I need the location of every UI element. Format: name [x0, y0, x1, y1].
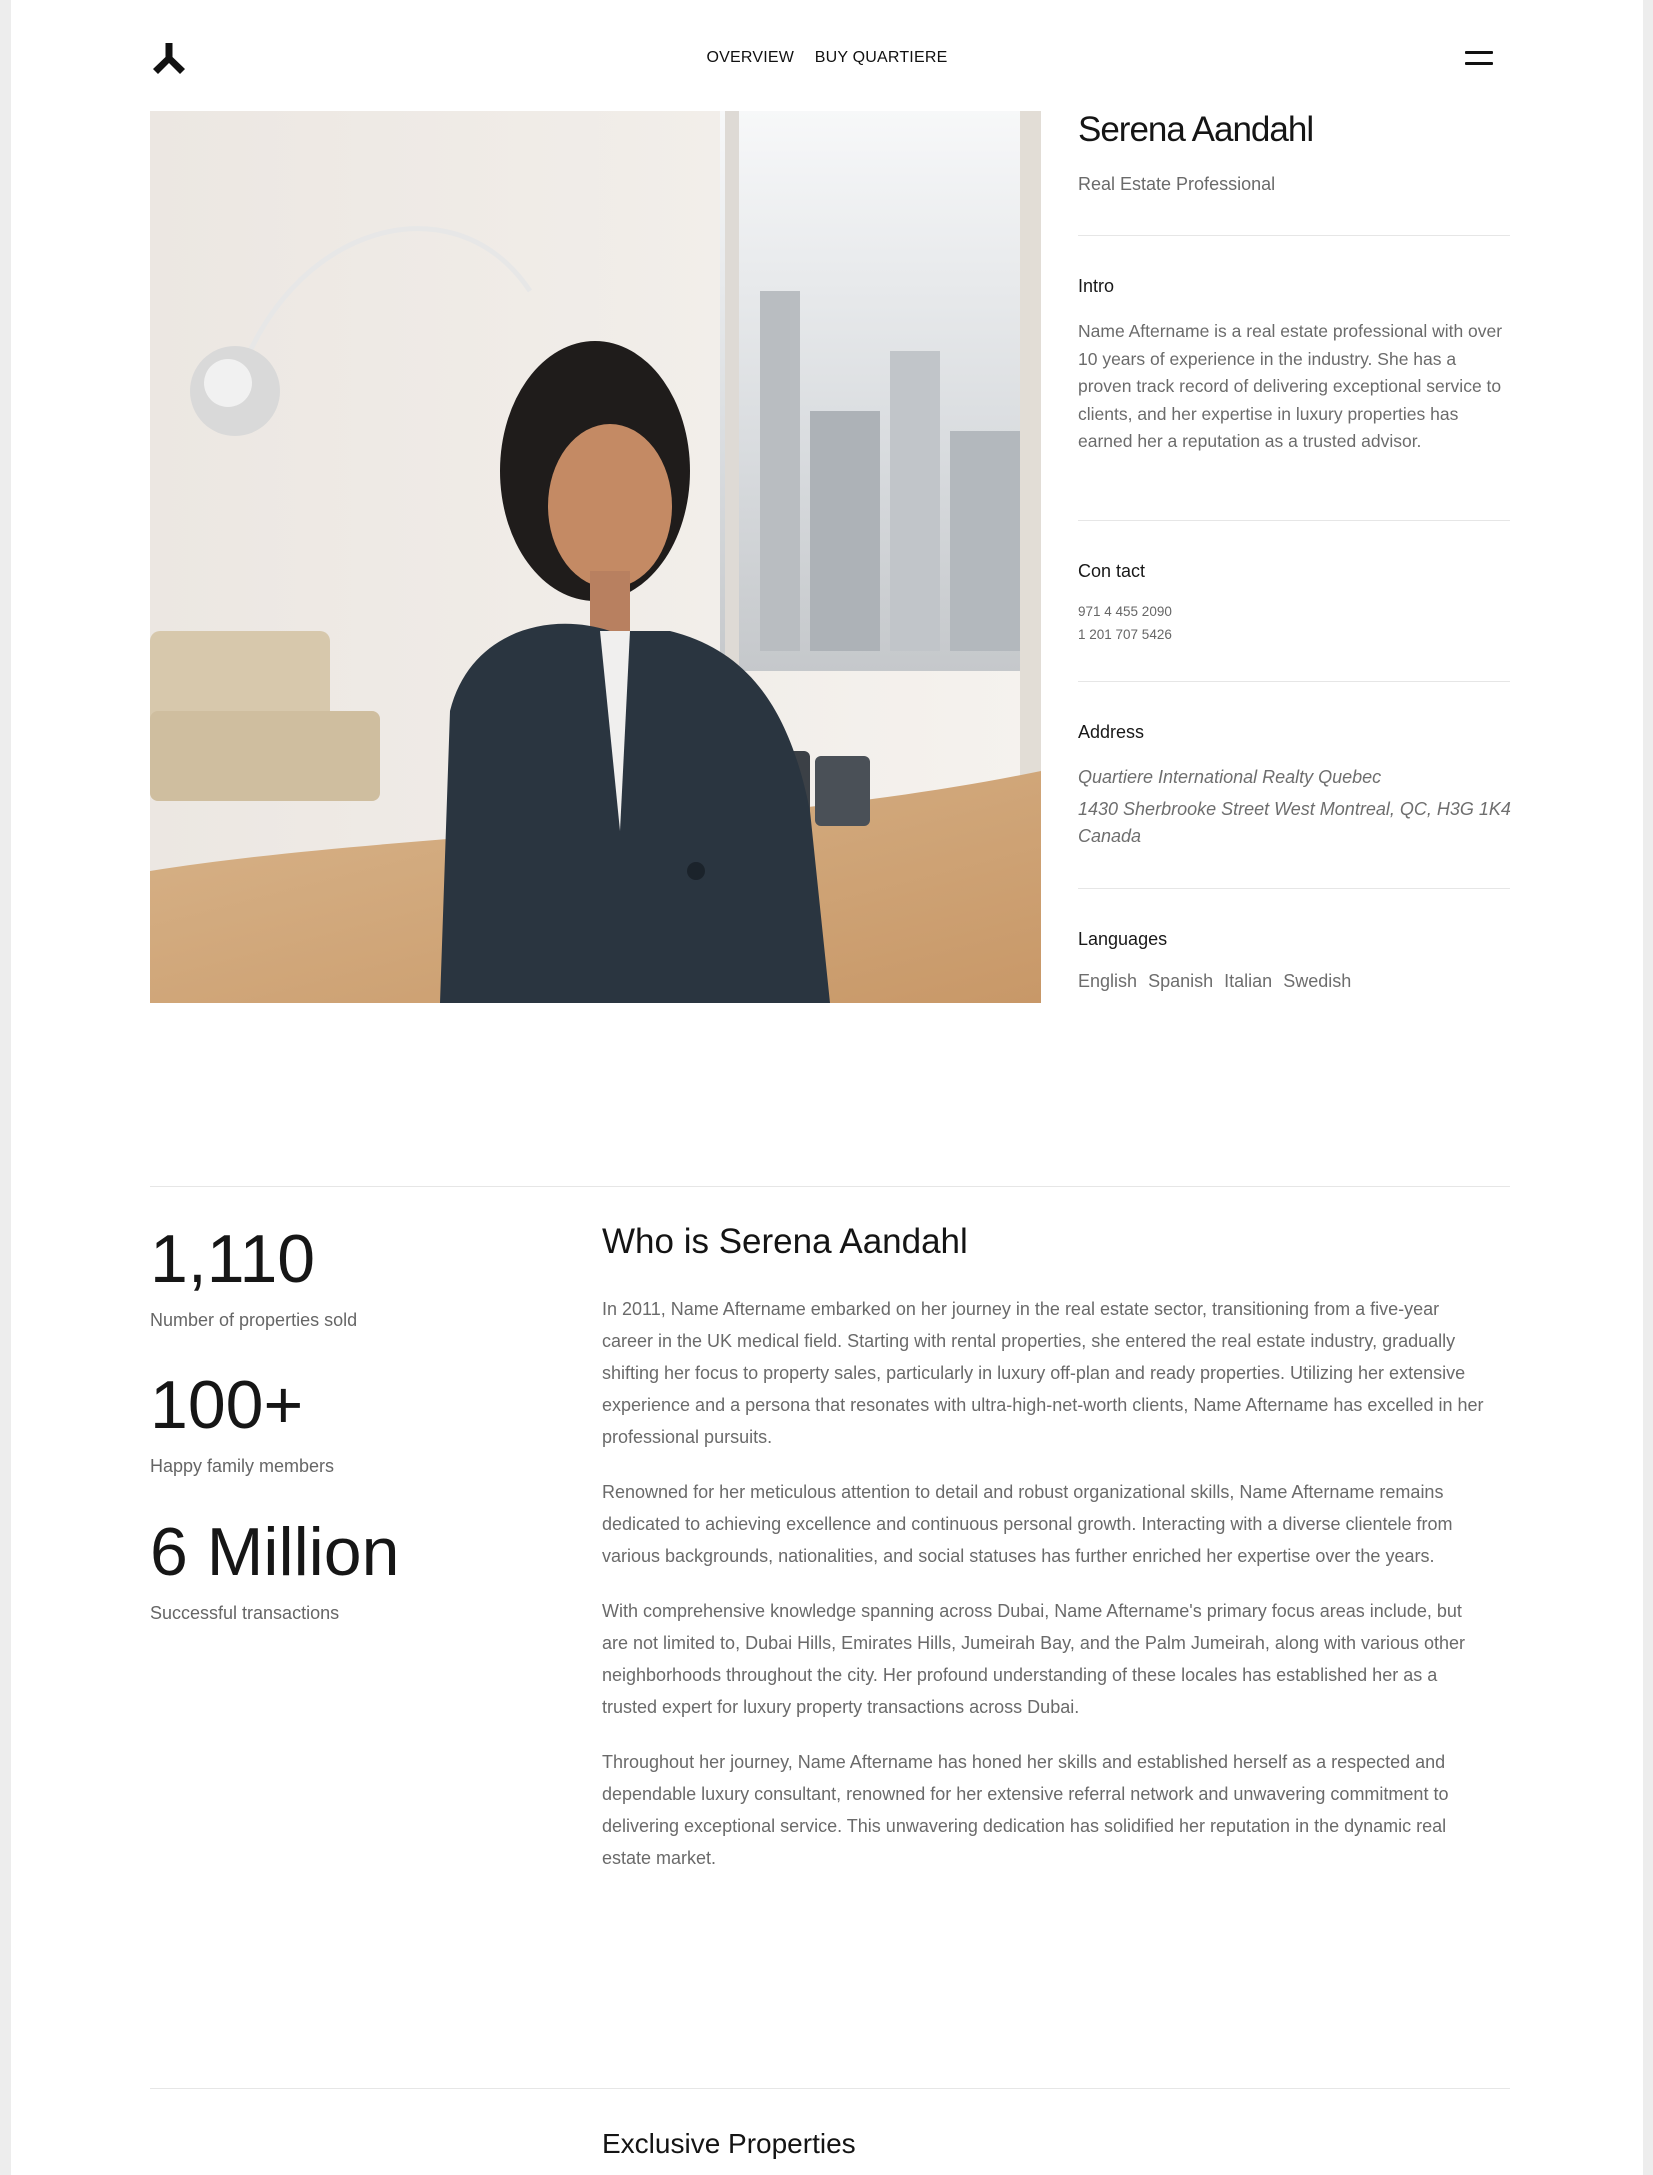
contact-title: Con tact: [1078, 561, 1146, 581]
divider: [1078, 681, 1510, 682]
section-divider: [150, 2088, 1510, 2089]
stat-label: Number of properties sold: [150, 1310, 358, 1330]
stat-label: Happy family members: [150, 1456, 335, 1476]
address-line: Quartiere International Realty Quebec: [1078, 767, 1382, 787]
agent-photo: [150, 111, 1041, 1003]
stat-value: 100+: [150, 1367, 304, 1443]
stat-value: 1,110: [150, 1221, 316, 1297]
section-divider: [150, 1186, 1510, 1187]
phone-number[interactable]: 1 201 707 5426: [1078, 627, 1172, 642]
language-item: Swedish: [1283, 971, 1352, 991]
top-nav: [11, 49, 1643, 67]
divider: [1078, 520, 1510, 521]
phone-number[interactable]: 971 4 455 2090: [1078, 604, 1172, 619]
menu-icon[interactable]: [1465, 49, 1495, 69]
bio-title: Who is Serena Aandahl: [602, 1222, 968, 1261]
address-block: [1078, 764, 1518, 851]
exclusive-properties-title: Exclusive Properties: [602, 2128, 856, 2159]
stat-label: Successful transactions: [150, 1603, 340, 1623]
languages-title: Languages: [1078, 929, 1168, 949]
stat-value: 6 Million: [150, 1514, 400, 1590]
bio-paragraph: In 2011, Name Aftername embarked on her journey in the real estate sector, transitioning from a five-year career in the UK medical field. Starting with rental properties, she entered the real estate industry, gradually shifting her focus to property sales, particularly in luxury off-plan and ready properties. Utilizing her extensive experience and a persona that resonates with ultra-high-net-worth clients, Name Aftername has excelled in her professional pursuits.: [602, 1299, 1484, 1447]
agent-role: Real Estate Professional: [1078, 174, 1276, 194]
bio-paragraph: Renowned for her meticulous attention to detail and robust organizational skills, Name Aftername remains dedicated to achieving excellence and continuous personal growth. Interacting with a diverse clientele from various backgrounds, nationalities, and social statuses has further enriched her expertise over the years.: [602, 1482, 1453, 1566]
divider: [1078, 235, 1510, 236]
contact-list: [1078, 600, 1172, 646]
nav-buy-quartiere[interactable]: BUY QUARTIERE: [814, 49, 948, 66]
intro-title: Intro: [1078, 276, 1115, 296]
bio-text: [602, 1293, 1490, 1897]
language-item: Spanish: [1148, 971, 1214, 991]
agent-name: Serena Aandahl: [1078, 110, 1314, 149]
address-line: 1430 Sherbrooke Street West Montreal, QC, H3G 1K4 Canada: [1078, 798, 1511, 846]
address-title: Address: [1078, 722, 1145, 742]
page: [11, 0, 1643, 2175]
intro-text: Name Aftername is a real estate professional with over 10 years of experience in the industry. She has a proven track record of delivering exceptional service to clients, and her expertise in luxury properties has earned her a reputation as a trusted advisor.: [1078, 321, 1503, 451]
languages-list: [1078, 971, 1357, 992]
nav-overview[interactable]: OVERVIEW: [706, 49, 795, 66]
divider: [1078, 888, 1510, 889]
language-item: Italian: [1224, 971, 1273, 991]
bio-paragraph: With comprehensive knowledge spanning across Dubai, Name Aftername's primary focus areas include, but are not limited to, Dubai Hills, Emirates Hills, Jumeirah Bay, and the Palm Jumeirah, along with various other neighborhoods throughout the city. Her profound understanding of these locales has established her as a trusted expert for luxury property transactions across Dubai.: [602, 1601, 1466, 1717]
bio-paragraph: Throughout her journey, Name Aftername has honed her skills and established herself as a respected and dependable luxury consultant, renowned for her extensive referral network and unwavering commitment to delivering exceptional service. This unwavering dedication has solidified her reputation in the dynamic real estate market.: [602, 1752, 1449, 1868]
language-item: English: [1078, 971, 1138, 991]
